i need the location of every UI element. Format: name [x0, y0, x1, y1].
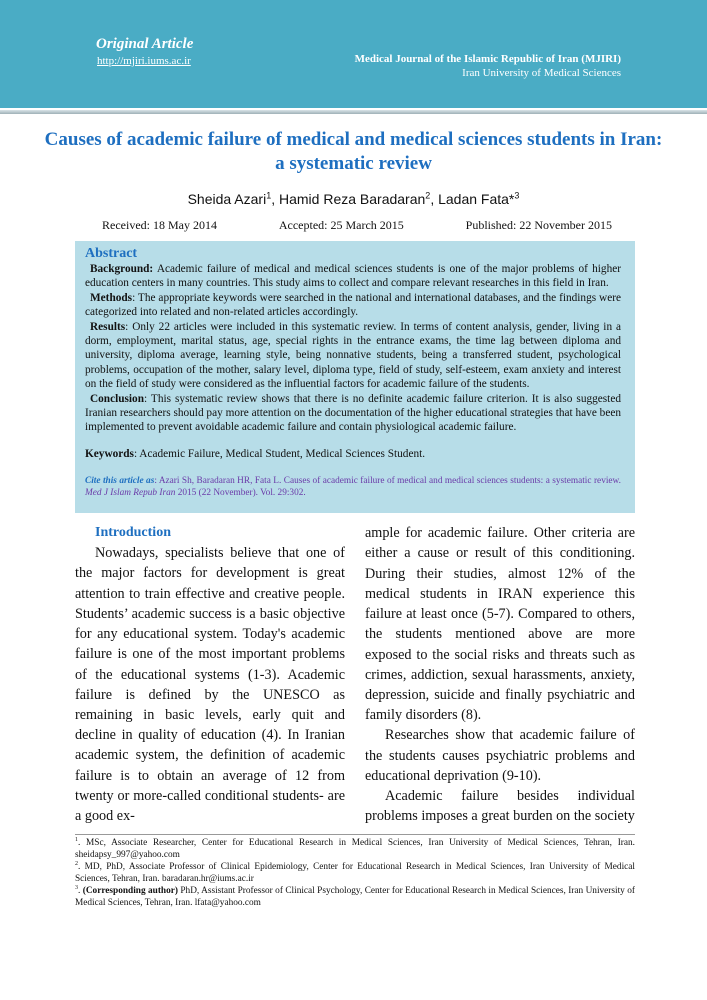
body-column-right [365, 523, 635, 826]
accepted-value: 25 March 2015 [330, 218, 404, 232]
footnote [75, 837, 635, 861]
author-list: Sheida Azari$^1$, Hamid Reza Baradaran$^2$, Ladan Fata*$^3$ [187, 190, 520, 207]
accepted-date [279, 218, 404, 233]
abstract-box [75, 241, 635, 513]
paper-title: Causes of academic failure of medical and medical sciences students in Iran: a systematic review [44, 129, 663, 174]
journal-name: Medical Journal of the Islamic Republic of Iran (MJIRI) [354, 53, 621, 65]
body-paragraph: ample for academic failure. Other criteria are either a cause or result of this conditioning. During their studies, almost 12% of the medical students in IRAN experience this failure at least once (5-7). Compared to others, the students mentioned above are more exposed to the social risks and threats such as crimes, addiction, sexual harassments, anxiety, depression, suicide and finally psychiatric and family disorders (8). [365, 525, 635, 724]
corresponding-author-label: (Corresponding author) [82, 886, 178, 897]
footnote-num: 2 [75, 861, 78, 868]
accepted-label: Accepted: [278, 218, 328, 232]
body-paragraph: Researches show that academic failure of the students causes psychiatric problems and educational deprivation (9-10). [365, 727, 635, 784]
introduction-heading: Introduction [95, 525, 171, 541]
citation [85, 475, 621, 499]
keywords-label: Keywords [85, 447, 134, 460]
received-date [102, 218, 217, 233]
dates-row [102, 218, 612, 233]
university-name: Iran University of Medical Sciences [462, 67, 621, 79]
body-paragraph: Nowadays, specialists believe that one of the major factors for development is great attention to train effective and creative people. Students’ academic success is a basic objective for any educational system. Today's academic failure is one of the most important problems of the educational systems (1-3). Academic failure is defined by the UNESCO as remaining in basic levels, early quit and decline in quality of education (4). In Iranian academic system, the definition of academic failure is to obtain an average of 12 from twenty or more-called conditional students- are a good ex- [75, 545, 345, 824]
footnote [75, 861, 635, 885]
footnote-divider [75, 834, 635, 835]
journal-url-link[interactable]: http://mjiri.iums.ac.ir [97, 55, 191, 67]
author-sup: 2 [425, 190, 431, 201]
conclusion-text: : This systematic review shows that there is no definite academic failure criterion. It is also suggested Iranian researchers should pay more attention on the documentation of the higher educational strategies that have been implemented to prevent avoidable academic failure and contain physiological academic failure. [85, 392, 621, 434]
published-date [466, 218, 612, 233]
author-sup: 3 [514, 190, 520, 201]
author-sup: 1 [266, 190, 272, 201]
footnote-text: PhD, Assistant Professor of Clinical Psychology, Center for Educational Research in Medical Sciences, Iran University of Medical Sciences, Tehran, Iran. lfata@yahoo.com [75, 886, 635, 909]
abstract-heading: Abstract [85, 246, 138, 261]
body-columns [75, 523, 635, 826]
background-text: Academic failure of medical and medical sciences students is one of the major problems of higher education centers in many countries. This study aims to collect and compare relevant researches in this field in Iran. [85, 263, 622, 290]
abstract-results [85, 320, 621, 392]
cite-journal: Med J Islam Repub Iran [85, 488, 176, 499]
footnote-num: 3 [75, 885, 78, 892]
cite-text: : Azari Sh, Baradaran HR, Fata L. Causes of academic failure of medical and medical sciences students: a systematic review. [154, 476, 621, 487]
published-label: Published: [465, 218, 517, 232]
results-text: : Only 22 articles were included in this systematic review. In terms of content analysis, gender, living in a dorm, employment, marital status, age, special rights in the entrance exams, the time lag between diploma and university, diploma average, learning style, being nonnative students, being a transferred student, psychological problems, occupation of the mother, salary level, diploma type, field of study, self-esteem, exam anxiety and interest on the field of study were considered as the influential factors for academic failure of the students. [85, 320, 621, 391]
footnote: $^3$. (Corresponding author) PhD, Assistant Professor of Clinical Psychology, Center for Educational Research in Medical Sciences, Iran University of Medical Sciences, Tehran, Iran. lfata@yahoo.com [75, 885, 635, 909]
footnote-text: . MD, PhD, Associate Professor of Clinical Epidemiology, Center for Educational Research in Medical Sciences, Iran University of Medical Sciences, Tehran, Iran. baradaran.hr@iums.ac.ir [75, 862, 635, 885]
conclusion-label: Conclusion [90, 392, 144, 405]
abstract-conclusion [85, 392, 621, 435]
keywords-text: : Academic Failure, Medical Student, Medical Sciences Student. [133, 447, 426, 460]
background-label: Background: [90, 263, 154, 275]
cite-tail: 2015 (22 November). Vol. 29:302. [175, 488, 306, 499]
published-value: 22 November 2015 [519, 218, 612, 232]
abstract-keywords [85, 447, 621, 461]
footnote-num: 1 [75, 837, 78, 844]
body-column-left [75, 523, 345, 826]
footnotes [75, 837, 635, 919]
abstract-background [85, 262, 621, 291]
author-name: Hamid Reza Baradaran [279, 191, 426, 207]
article-type: Original Article [96, 36, 194, 52]
results-label: Results [90, 320, 126, 333]
methods-label: Methods [90, 291, 133, 304]
received-value: 18 May 2014 [152, 218, 217, 232]
body-paragraph: Academic failure besides individual problems imposes a great burden on the society [365, 787, 635, 825]
cite-label: Cite this article as [85, 476, 155, 487]
methods-text: : The appropriate keywords were searched in the national and international databases, and the findings were categorized into related and non-related articles accordingly. [85, 291, 621, 319]
author-name: Sheida Azari [187, 191, 267, 207]
author-name: Ladan Fata* [438, 191, 515, 207]
received-label: Received: [102, 218, 150, 232]
footnote-text: . MSc, Associate Researcher, Center for Educational Research in Medical Sciences, Iran University of Medical Sciences, Tehran, Iran. sheidapsy_997@yahoo.com [75, 838, 635, 861]
abstract-methods [85, 291, 621, 320]
